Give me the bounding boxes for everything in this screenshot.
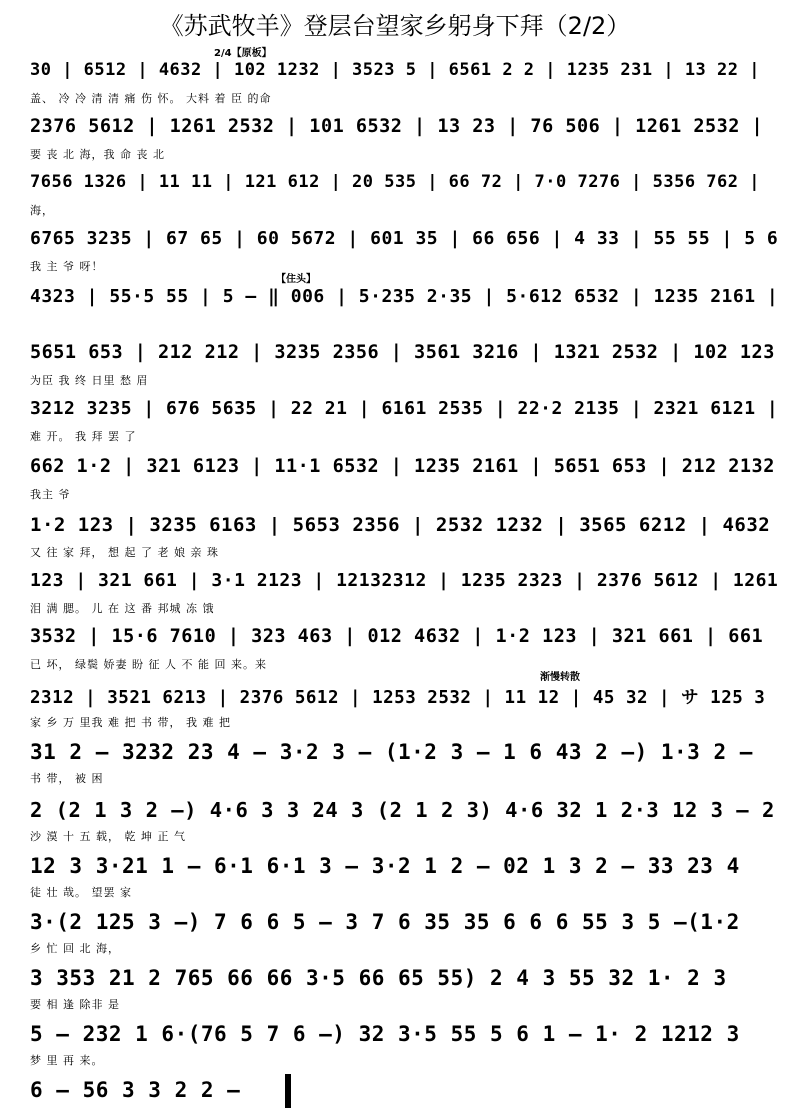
notation-row: 2 (2 1 3 2 –) 4·6 3 3 24 3 (2 1 2 3) 4·6 32 1 2·3 12 3 – 2 <box>30 798 775 822</box>
notation-row: 5 – 232 1 6·(76 5 7 6 –) 32 3·5 55 5 6 1 – 1· 2 1212 3 <box>30 1022 740 1046</box>
notation-row: 3532 | 15·6 7610 | 323 463 | 012 4632 | 1·2 123 | 321 661 | 661 <box>30 626 764 647</box>
tempo-annotation: 2/4【原板】 <box>214 48 272 59</box>
lyrics-row: 徒 壮 哉。 望罢 家 <box>30 886 132 899</box>
lyrics-row: 乡 忙 回 北 海， <box>30 942 120 955</box>
final-barline <box>285 1074 291 1108</box>
lyrics-row: 又 往 家 拜， 想 起 了 老 娘 亲 珠 <box>30 546 219 559</box>
notation-row: 2312 | 3521 6213 | 2376 5612 | 1253 2532 | 11 12 | 45 32 | サ 125 3 <box>30 688 766 708</box>
notation-row: 3·(2 125 3 –) 7 6 6 5 – 3 7 6 35 35 6 6 6 55 3 5 –(1·2 <box>30 910 740 934</box>
notation-row: 3 353 21 2 765 66 66 3·5 66 65 55) 2 4 3 55 32 1· 2 3 <box>30 966 727 990</box>
notation-row: 5651 653 | 212 212 | 3235 2356 | 3561 3216 | 1321 2532 | 102 123 <box>30 342 775 363</box>
notation-row: 662 1·2 | 321 6123 | 11·1 6532 | 1235 2161 | 5651 653 | 212 2132 <box>30 456 775 477</box>
notation-row: 3212 3235 | 676 5635 | 22 21 | 6161 2535 | 22·2 2135 | 2321 6121 | <box>30 398 779 419</box>
notation-row: 123 | 321 661 | 3·1 2123 | 12132312 | 1235 2323 | 2376 5612 | 1261 <box>30 570 779 591</box>
lyrics-row: 已 坏， 绿鬓 娇妻 盼 征 人 不 能 回 来。来 <box>30 658 267 671</box>
lyrics-row: 我主 爷 <box>30 488 71 501</box>
lyrics-row: 要 丧 北 海，我 命 丧 北 <box>30 148 165 161</box>
notation-row: 31 2 – 3232 23 4 – 3·2 3 – (1·2 3 – 1 6 43 2 –) 1·3 2 – <box>30 740 753 764</box>
notation-row: 30 | 6512 | 4632 | 102 1232 | 3523 5 | 6561 2 2 | 1235 231 | 13 22 | <box>30 60 760 80</box>
lyrics-row: 沙 漠 十 五 载， 乾 坤 正 气 <box>30 830 186 843</box>
zhutou-annotation: 【住头】 <box>276 274 316 285</box>
lyrics-row: 家 乡 万 里我 难 把 书 带， 我 难 把 <box>30 716 231 729</box>
lyrics-row: 要 相 逢 除非 是 <box>30 998 120 1011</box>
notation-row: 6 – 56 3 3 2 2 – <box>30 1078 241 1102</box>
lyrics-row: 难 开。 我 拜 罢 了 <box>30 430 137 443</box>
notation-row: 7656 1326 | 11 11 | 121 612 | 20 535 | 66 72 | 7·0 7276 | 5356 762 | <box>30 172 760 192</box>
notation-row: 2376 5612 | 1261 2532 | 101 6532 | 13 23 | 76 506 | 1261 2532 | <box>30 116 764 137</box>
lyrics-row: 泪 满 腮。 儿 在 这 番 邦城 冻 饿 <box>30 602 215 615</box>
notation-row: 12 3 3·21 1 – 6·1 6·1 3 – 3·2 1 2 – 02 1 3 2 – 33 23 4 <box>30 854 740 878</box>
lyrics-row: 梦 里 再 来。 <box>30 1054 104 1067</box>
page-title: 《苏武牧羊》登层台望家乡躬身下拜（2/2） <box>159 12 631 40</box>
lyrics-row: 海， <box>30 204 54 217</box>
tempo-change-annotation: 渐慢转散 <box>540 672 580 683</box>
lyrics-row: 为臣 我 终 日里 愁 眉 <box>30 374 149 387</box>
lyrics-row: 书 带， 被 困 <box>30 772 104 785</box>
lyrics-row: 盖、 冷 冷 清 清 痛 伤 怀。 大料 着 臣 的命 <box>30 92 272 105</box>
notation-row: 6765 3235 | 67 65 | 60 5672 | 601 35 | 66 656 | 4 33 | 55 55 | 5 6 <box>30 228 779 249</box>
notation-row: 4323 | 55·5 55 | 5 – ‖ 006 | 5·235 2·35 | 5·612 6532 | 1235 2161 | <box>30 286 779 307</box>
notation-row: 1·2 123 | 3235 6163 | 5653 2356 | 2532 1232 | 3565 6212 | 4632 <box>30 514 771 536</box>
lyrics-row: 我 主 爷 呀！ <box>30 260 104 273</box>
